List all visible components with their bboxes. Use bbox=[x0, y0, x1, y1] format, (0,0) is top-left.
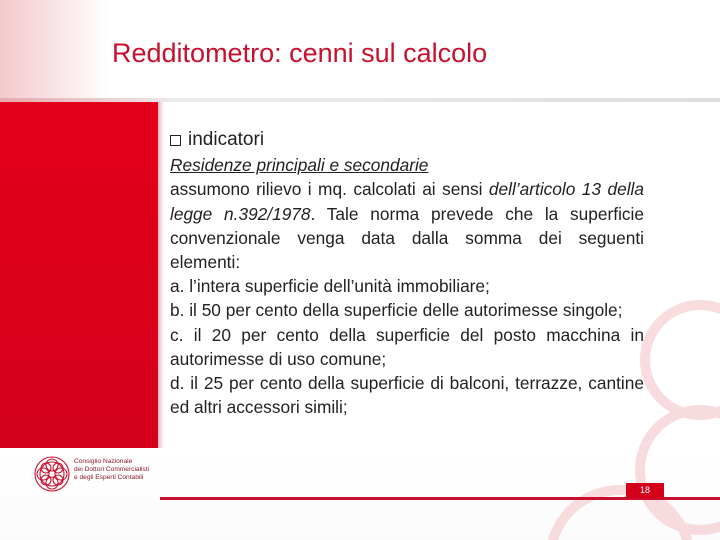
list-item: d. il 25 per cento della superficie di balconi, terrazze, cantine ed altri accessori simili; bbox=[170, 373, 644, 418]
list-item: a. l’intera superficie dell’unità immobiliare; bbox=[170, 276, 490, 297]
list-item: c. il 20 per cento della superficie del posto macchina in autorimesse di uso comune; bbox=[170, 324, 644, 369]
page-number: 18 bbox=[626, 483, 664, 498]
intro-paragraph bbox=[170, 177, 644, 274]
rosette-logo-icon bbox=[32, 454, 72, 494]
slide-body bbox=[170, 128, 644, 419]
square-bullet-icon bbox=[170, 135, 181, 146]
logo-line: Consiglio Nazionale bbox=[74, 458, 133, 465]
logo bbox=[32, 454, 162, 500]
intro-text-end: . Tale norma prevede che la superficie convenzionale venga data dalla somma dei seguenti elementi: bbox=[170, 203, 644, 273]
law-reference: dell’articolo 13 della legge n.392/1978 bbox=[170, 179, 644, 224]
logo-line: e degli Esperti Contabili bbox=[74, 474, 144, 482]
section-heading: Residenze principali e secondarie bbox=[170, 155, 429, 176]
bullet-heading bbox=[170, 128, 644, 152]
slide-title: Redditometro: cenni sul calcolo bbox=[112, 38, 488, 68]
logo-line: dei Dottori Commercialisti bbox=[74, 466, 150, 474]
logo-text bbox=[74, 458, 174, 483]
intro-text: assumono rilievo i mq. calcolati ai sensi bbox=[170, 179, 489, 200]
bullet-label: indicatori bbox=[188, 129, 265, 150]
list-item: b. il 50 per cento della superficie delle autorimesse singole; bbox=[170, 300, 623, 321]
